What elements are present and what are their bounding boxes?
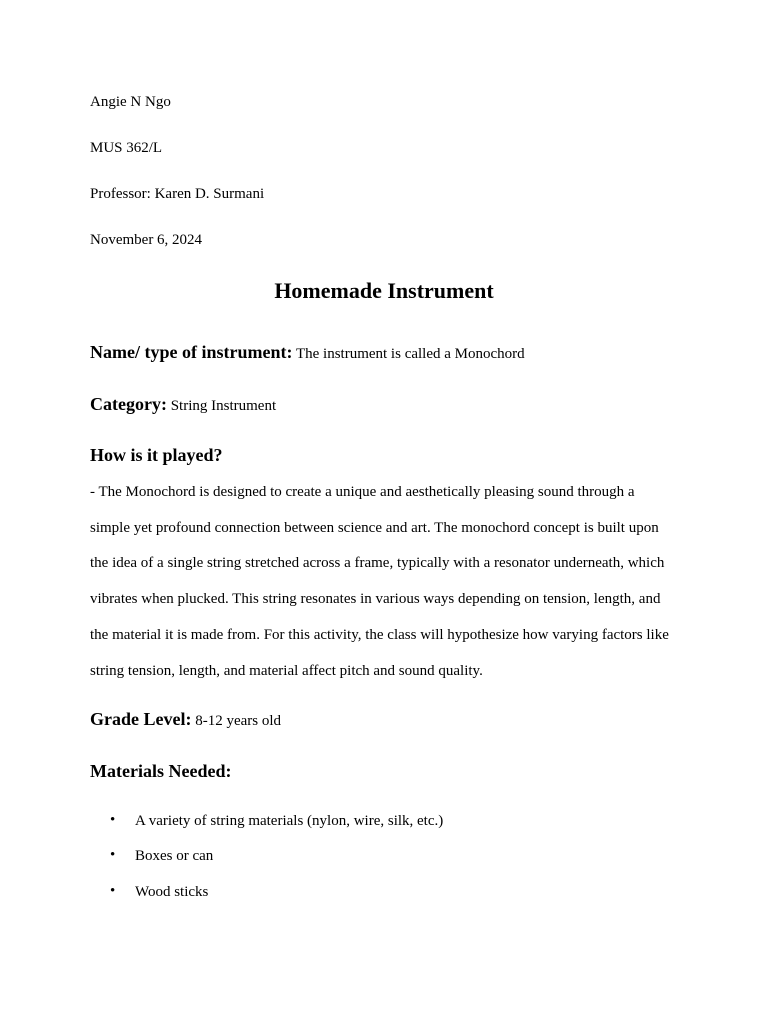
author-name: Angie N Ngo xyxy=(90,94,171,110)
document-date: November 6, 2024 xyxy=(90,232,203,248)
document-title: Homemade Instrument xyxy=(274,278,494,303)
list-item-text: Boxes or can xyxy=(135,848,214,864)
professor-name: Professor: Karen D. Surmani xyxy=(90,186,265,202)
grade-level-field xyxy=(90,709,281,730)
course-code: MUS 362/L xyxy=(90,140,163,156)
paragraph-line: the idea of a single string stretched across a frame, typically with a resonator underneath, which xyxy=(90,555,665,571)
name-type-value: The instrument is called a Monochord xyxy=(295,346,525,362)
name-type-field xyxy=(90,342,525,363)
bullet-icon: • xyxy=(110,883,116,899)
paragraph-line: - The Monochord is designed to create a unique and aesthetically pleasing sound through a xyxy=(90,484,635,500)
paragraph-line: vibrates when plucked. This string resonates in various ways depending on tension, length, and xyxy=(90,591,661,607)
materials-heading: Materials Needed: xyxy=(90,761,232,781)
paragraph-line: string tension, length, and material affect pitch and sound quality. xyxy=(90,663,483,679)
grade-level-value: 8-12 years old xyxy=(195,713,282,729)
list-item-text: A variety of string materials (nylon, wire, silk, etc.) xyxy=(135,813,444,829)
bullet-icon: • xyxy=(110,812,116,828)
paragraph-line: the material it is made from. For this activity, the class will hypothesize how varying factors like xyxy=(90,627,669,643)
category-field xyxy=(90,394,276,415)
paragraph-line: simple yet profound connection between science and art. The monochord concept is built upon xyxy=(90,520,659,536)
how-played-heading: How is it played? xyxy=(90,445,223,465)
grade-level-label: Grade Level: xyxy=(90,709,192,729)
name-type-label: Name/ type of instrument: xyxy=(90,342,293,362)
category-label: Category: xyxy=(90,394,167,414)
category-value: String Instrument xyxy=(170,398,277,414)
bullet-icon: • xyxy=(110,847,116,863)
list-item-text: Wood sticks xyxy=(135,884,209,900)
